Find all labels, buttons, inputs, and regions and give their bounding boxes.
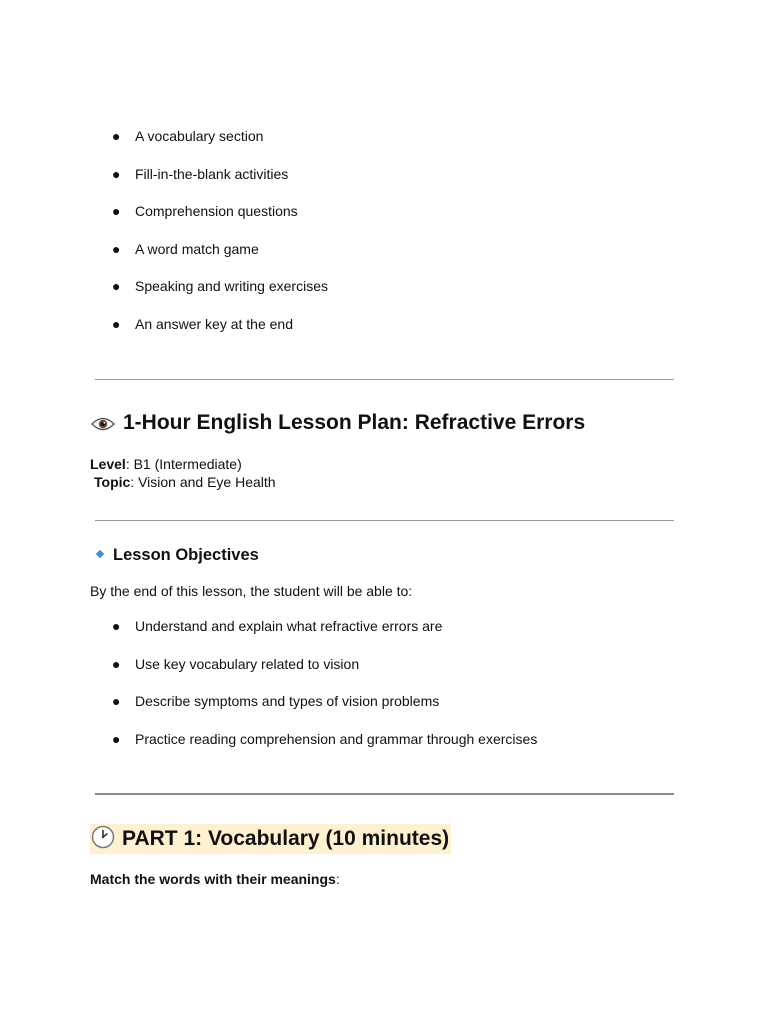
divider [95,520,674,521]
bullet-icon: ● [112,128,121,144]
list-item: ● Describe symptoms and types of vision problems [112,693,440,709]
topic-label: Topic [94,474,131,490]
level-line [90,455,242,473]
bullet-icon: ● [112,203,121,219]
list-item: ● A vocabulary section [112,128,264,144]
divider [95,379,674,380]
objectives-list [112,616,537,766]
bullet-icon: ● [112,278,121,294]
divider [95,793,674,795]
list-item: ● Speaking and writing exercises [112,278,328,294]
objectives-intro: By the end of this lesson, the student will be able to: [90,583,413,599]
bullet-icon: ● [112,240,121,257]
topic-line [94,473,276,491]
list-item: ● Comprehension questions [112,203,298,219]
eye-icon [91,410,115,436]
level-value: : B1 (Intermediate) [125,456,242,472]
list-item: ● A word match game [112,240,259,257]
blue-diamond-icon [96,550,104,558]
clock-icon [90,825,116,853]
level-label: Level [90,456,126,472]
part1-heading: PART 1: Vocabulary (10 minutes) [90,824,451,854]
bullet-icon: ● [112,165,121,182]
bullet-icon: ● [112,693,121,709]
list-item: ● Fill-in-the-blank activities [112,165,289,182]
list-item: ● Understand and explain what refractive errors are [112,618,443,634]
part1-instruction: Match the words with their meanings: [90,871,340,887]
intro-list [112,126,328,351]
bullet-icon: ● [112,618,121,634]
bullet-icon: ● [112,315,121,332]
list-item: ● An answer key at the end [112,315,293,332]
list-item: ● Use key vocabulary related to vision [112,655,360,672]
topic-value: : Vision and Eye Health [130,474,276,490]
lesson-title: 1-Hour English Lesson Plan: Refractive Errors [91,410,585,436]
objectives-heading: Lesson Objectives [97,545,259,565]
bullet-icon: ● [112,730,121,747]
list-item: ● Practice reading comprehension and grammar through exercises [112,730,538,747]
bullet-icon: ● [112,655,121,672]
